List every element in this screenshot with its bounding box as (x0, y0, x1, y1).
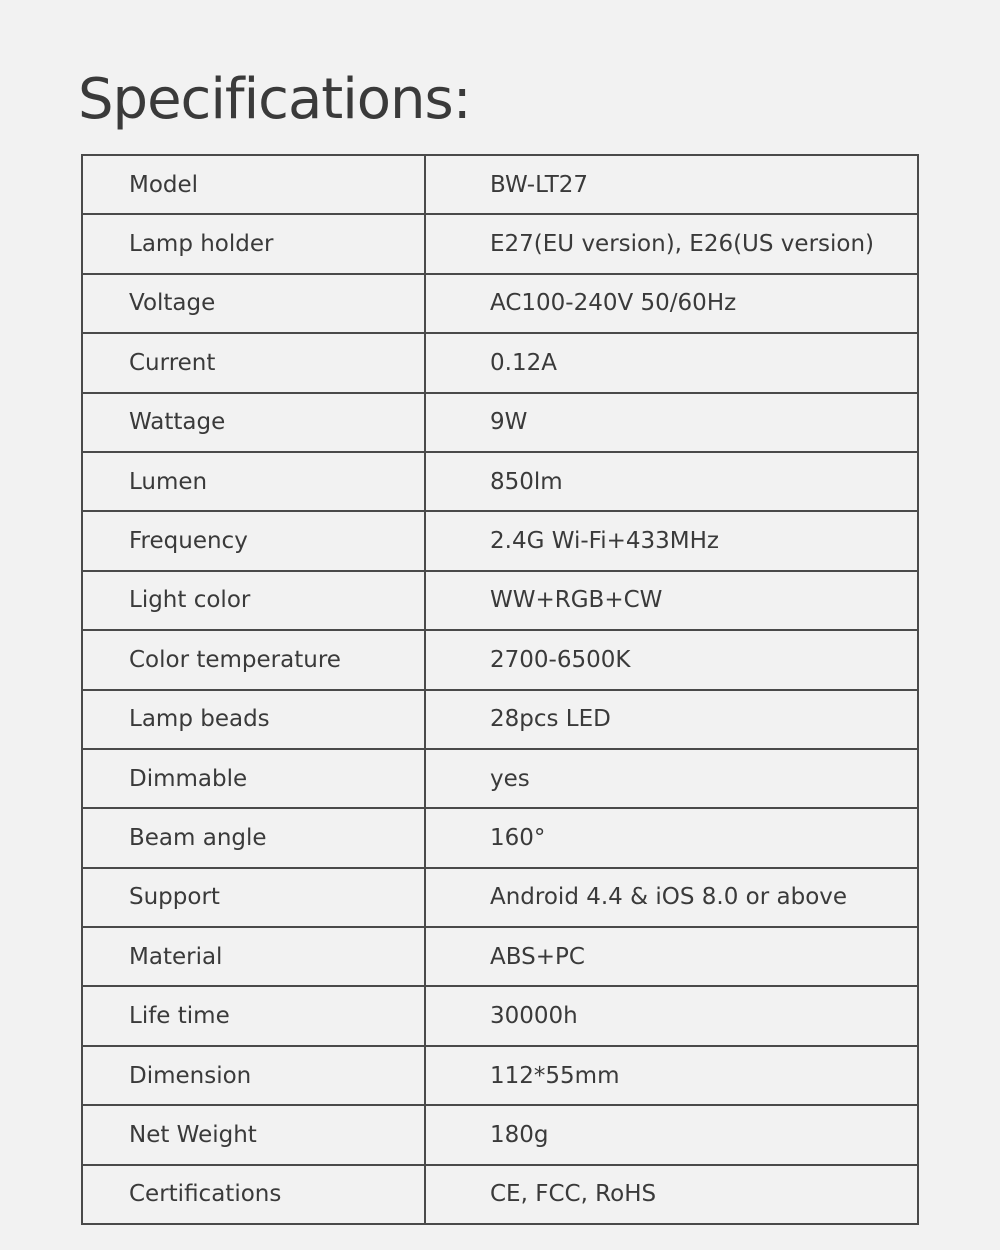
table-row (83, 510, 917, 569)
table-row (83, 985, 917, 1044)
spec-value: E27(EU version), E26(US version) (490, 231, 875, 258)
table-row (83, 570, 917, 629)
spec-value: 2700-6500K (490, 646, 631, 673)
spec-label: Net Weight (83, 1106, 426, 1163)
spec-value: 850lm (490, 468, 563, 495)
spec-value: yes (490, 765, 530, 792)
spec-label: Wattage (83, 394, 426, 451)
spec-value: 180g (490, 1121, 549, 1148)
spec-label: Voltage (83, 275, 426, 332)
spec-value: CE, FCC, RoHS (490, 1181, 657, 1208)
table-row (83, 629, 917, 688)
table-row (83, 1045, 917, 1104)
spec-value: 112*55mm (490, 1062, 620, 1089)
spec-value: 0.12A (490, 349, 557, 376)
table-row (83, 392, 917, 451)
spec-label: Life time (83, 987, 426, 1044)
spec-value: 28pcs LED (490, 706, 611, 733)
spec-value: 9W (490, 409, 528, 436)
spec-value: Android 4.4 & iOS 8.0 or above (490, 884, 848, 911)
spec-label: Lamp holder (83, 215, 426, 272)
spec-label: Certifications (83, 1166, 426, 1223)
table-row (83, 156, 917, 213)
table-row (83, 748, 917, 807)
table-row (83, 1164, 917, 1223)
spec-label: Dimension (83, 1047, 426, 1104)
spec-value: AC100-240V 50/60Hz (490, 290, 737, 317)
table-row (83, 273, 917, 332)
table-row (83, 807, 917, 866)
spec-label: Lamp beads (83, 691, 426, 748)
spec-label: Frequency (83, 512, 426, 569)
spec-value: WW+RGB+CW (490, 587, 663, 614)
spec-value: 160° (490, 824, 546, 851)
spec-value: 2.4G Wi-Fi+433MHz (490, 528, 719, 555)
spec-value: ABS+PC (490, 943, 585, 970)
table-row (83, 926, 917, 985)
table-row (83, 689, 917, 748)
table-row (83, 1104, 917, 1163)
table-row (83, 451, 917, 510)
spec-value: BW-LT27 (490, 171, 589, 198)
spec-label: Color temperature (83, 631, 426, 688)
spec-value: 30000h (490, 1003, 578, 1030)
page-title: Specifications: (78, 67, 471, 132)
spec-label: Light color (83, 572, 426, 629)
spec-label: Lumen (83, 453, 426, 510)
spec-label: Beam angle (83, 809, 426, 866)
table-row (83, 332, 917, 391)
spec-label: Model (83, 156, 426, 213)
spec-label: Current (83, 334, 426, 391)
table-row (83, 867, 917, 926)
spec-label: Dimmable (83, 750, 426, 807)
spec-label: Material (83, 928, 426, 985)
specifications-table (81, 154, 919, 1225)
table-row (83, 213, 917, 272)
spec-label: Support (83, 869, 426, 926)
